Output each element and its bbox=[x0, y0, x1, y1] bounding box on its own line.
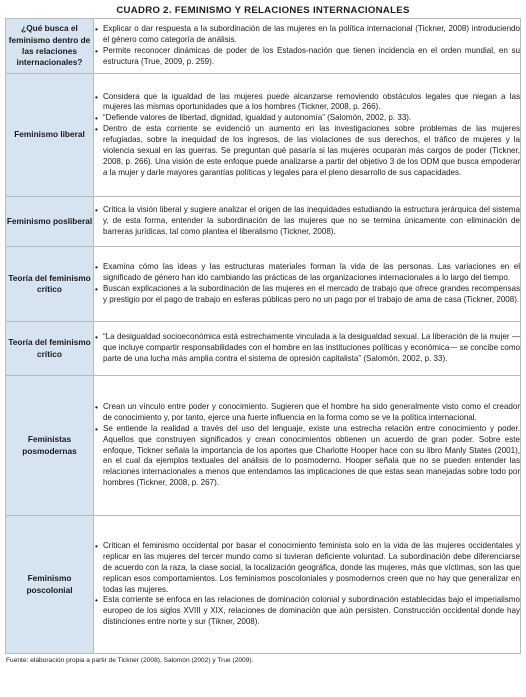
list-item: • Buscan explicaciones a la subordinación de las mujeres en el mercado de trabajo que ofrece grandes recompensas y prestigio por el pago de trabajo en esferas públicas pero no un pago por el trabajo de ama de casa (Tickner, 2008). bbox=[94, 284, 520, 306]
table-row bbox=[6, 322, 521, 376]
table-row bbox=[6, 197, 521, 247]
comparison-table bbox=[5, 18, 521, 654]
row-label: Feministas posmodernas bbox=[6, 376, 94, 516]
list-item: • “La desigualdad socioeconómica está estrechamente vinculada a la desigualdad sexual. La liberación de la mujer —que incluye compartir responsabilidades con el hombre en las instituciones políticas y económica— se concibe como parte de una lucha más amplia contra el sistema de opresión capitalista” (Salomón, 2002, p. 33). bbox=[94, 332, 520, 365]
list-item: • Se entiende la realidad a través del uso del lenguaje, existe una estrecha relación entre conocimiento y poder. Aquellos que construyen significados y crean conocimientos obtienen un acuerdo de gran poder. Sobre este enfoque, Tickner señala la importancia de los aportes que Charlotte Hooper hace con su libro Manly States (2001), en el cual da ejemplos textuales del análisis de lo posmoderno. Hooper señala que no se pueden entender las relaciones internacionales a menos que entendamos las implicaciones de que estas sean manejadas sobre todo por hombres (Tickner, 2008, p. 267). bbox=[94, 424, 520, 489]
bullet-list bbox=[94, 332, 520, 365]
bullet-list bbox=[94, 402, 520, 489]
list-item: • Dentro de esta corriente se evidenció un aumento en las investigaciones sobre problemas de las mujeres refugiadas, sobre la inequidad de los ingresos, de las violaciones de sus derechos, el tráfico de mujeres y la violencia sexual en las guerras. Se preguntan qué pasaría si las mujeres ocuparan más cargos de poder (Tickner, 2008, p. 266). Una visión de este enfoque puede analizarse a partir del objetivo 3 de los ODM que busca empoderar a la mujer y darle mayores garantías políticas y legales para el pleno desarrollo de sus capacidades. bbox=[94, 124, 520, 178]
row-content bbox=[94, 74, 521, 197]
list-item: • “Defiende valores de libertad, dignidad, igualdad y autonomía” (Salomón, 2002, p. 33). bbox=[94, 113, 520, 124]
list-item: • Crean un vínculo entre poder y conocimiento. Sugieren que el hombre ha sido generalmente visto como el creador de conocimiento y, por tanto, ejerce una fuerte influencia en la forma como se ve la política internacional. bbox=[94, 402, 520, 424]
bullet-list bbox=[94, 24, 520, 67]
table-title: CUADRO 2. FEMINISMO Y RELACIONES INTERNACIONALES bbox=[116, 5, 410, 16]
row-label: Teoría del feminismo crítico bbox=[6, 247, 94, 322]
source-note: Fuente: elaboración propia a partir de Tickner (2008), Salomón (2002) y True (2009). bbox=[6, 657, 254, 664]
table-row bbox=[6, 376, 521, 516]
bullet-list bbox=[94, 205, 520, 238]
row-content bbox=[94, 247, 521, 322]
list-item: • Critica la visión liberal y sugiere analizar el origen de las inequidades estudiando la estructura jerárquica del sistema y, de esta forma, entender la subordinación de las mujeres que no se termina únicamente con eliminación de barreras jurídicas, tal como plantea el liberalismo (Tickner, 2008). bbox=[94, 205, 520, 238]
table-row bbox=[6, 74, 521, 197]
row-content bbox=[94, 19, 521, 74]
table-row bbox=[6, 247, 521, 322]
list-item: • Considera que la igualdad de las mujeres puede alcanzarse removiendo obstáculos legales que niegan a las mujeres las mismas oportunidades que a los hombres (Tickner, 2008, p. 266). bbox=[94, 92, 520, 114]
row-label: Feminismo liberal bbox=[6, 74, 94, 197]
bullet-list bbox=[94, 541, 520, 628]
row-label: Teoría del feminismo crítico bbox=[6, 322, 94, 376]
row-label: Feminismo poscolonial bbox=[6, 516, 94, 654]
row-content bbox=[94, 516, 521, 654]
list-item: • Permite reconocer dinámicas de poder de los Estados-nación que tienen incidencia en el orden mundial, en su estructura (True, 2009, p. 259). bbox=[94, 46, 520, 68]
list-item: • Explicar o dar respuesta a la subordinación de las mujeres en la política internacional (Tickner, 2008) introduciendo el género como categoría de análisis. bbox=[94, 24, 520, 46]
bullet-list bbox=[94, 262, 520, 305]
list-item: • Esta corriente se enfoca en las relaciones de dominación colonial y subordinación establecidas bajo el imperialismo europeo de los siglos XVIII y XIX, relaciones de dominación que aún persisten. Construcción occidental donde hay distinciones entre norte y sur (Tikner, 2008). bbox=[94, 595, 520, 628]
list-item: • Critican el feminismo occidental por basar el conocimiento feminista solo en la vida de las mujeres occidentales y replicar en las mujeres del tercer mundo como si tuvieran deficiente voluntad. La subordinación debe diferenciarse de acuerdo con la raza, la clase social, la localización geográfica, donde las mujeres, más que víctimas, son las que replican esos comportamientos. Los feminismos poscoloniales y posmodernos creen que no hay que generalizar en todas las mujeres. bbox=[94, 541, 520, 595]
row-label: ¿Qué busca el feminismo dentro de las relaciones internacionales? bbox=[6, 19, 94, 74]
row-content bbox=[94, 197, 521, 247]
row-content bbox=[94, 376, 521, 516]
list-item: • Examina cómo las ideas y las estructuras materiales forman la vida de las personas. Las variaciones en el significado de género han ido cambiando las prácticas de las organizaciones internacionales a lo largo del tiempo. bbox=[94, 262, 520, 284]
row-content bbox=[94, 322, 521, 376]
bullet-list bbox=[94, 92, 520, 179]
table-row bbox=[6, 19, 521, 74]
row-label: Feminismo posliberal bbox=[6, 197, 94, 247]
table-row bbox=[6, 516, 521, 654]
